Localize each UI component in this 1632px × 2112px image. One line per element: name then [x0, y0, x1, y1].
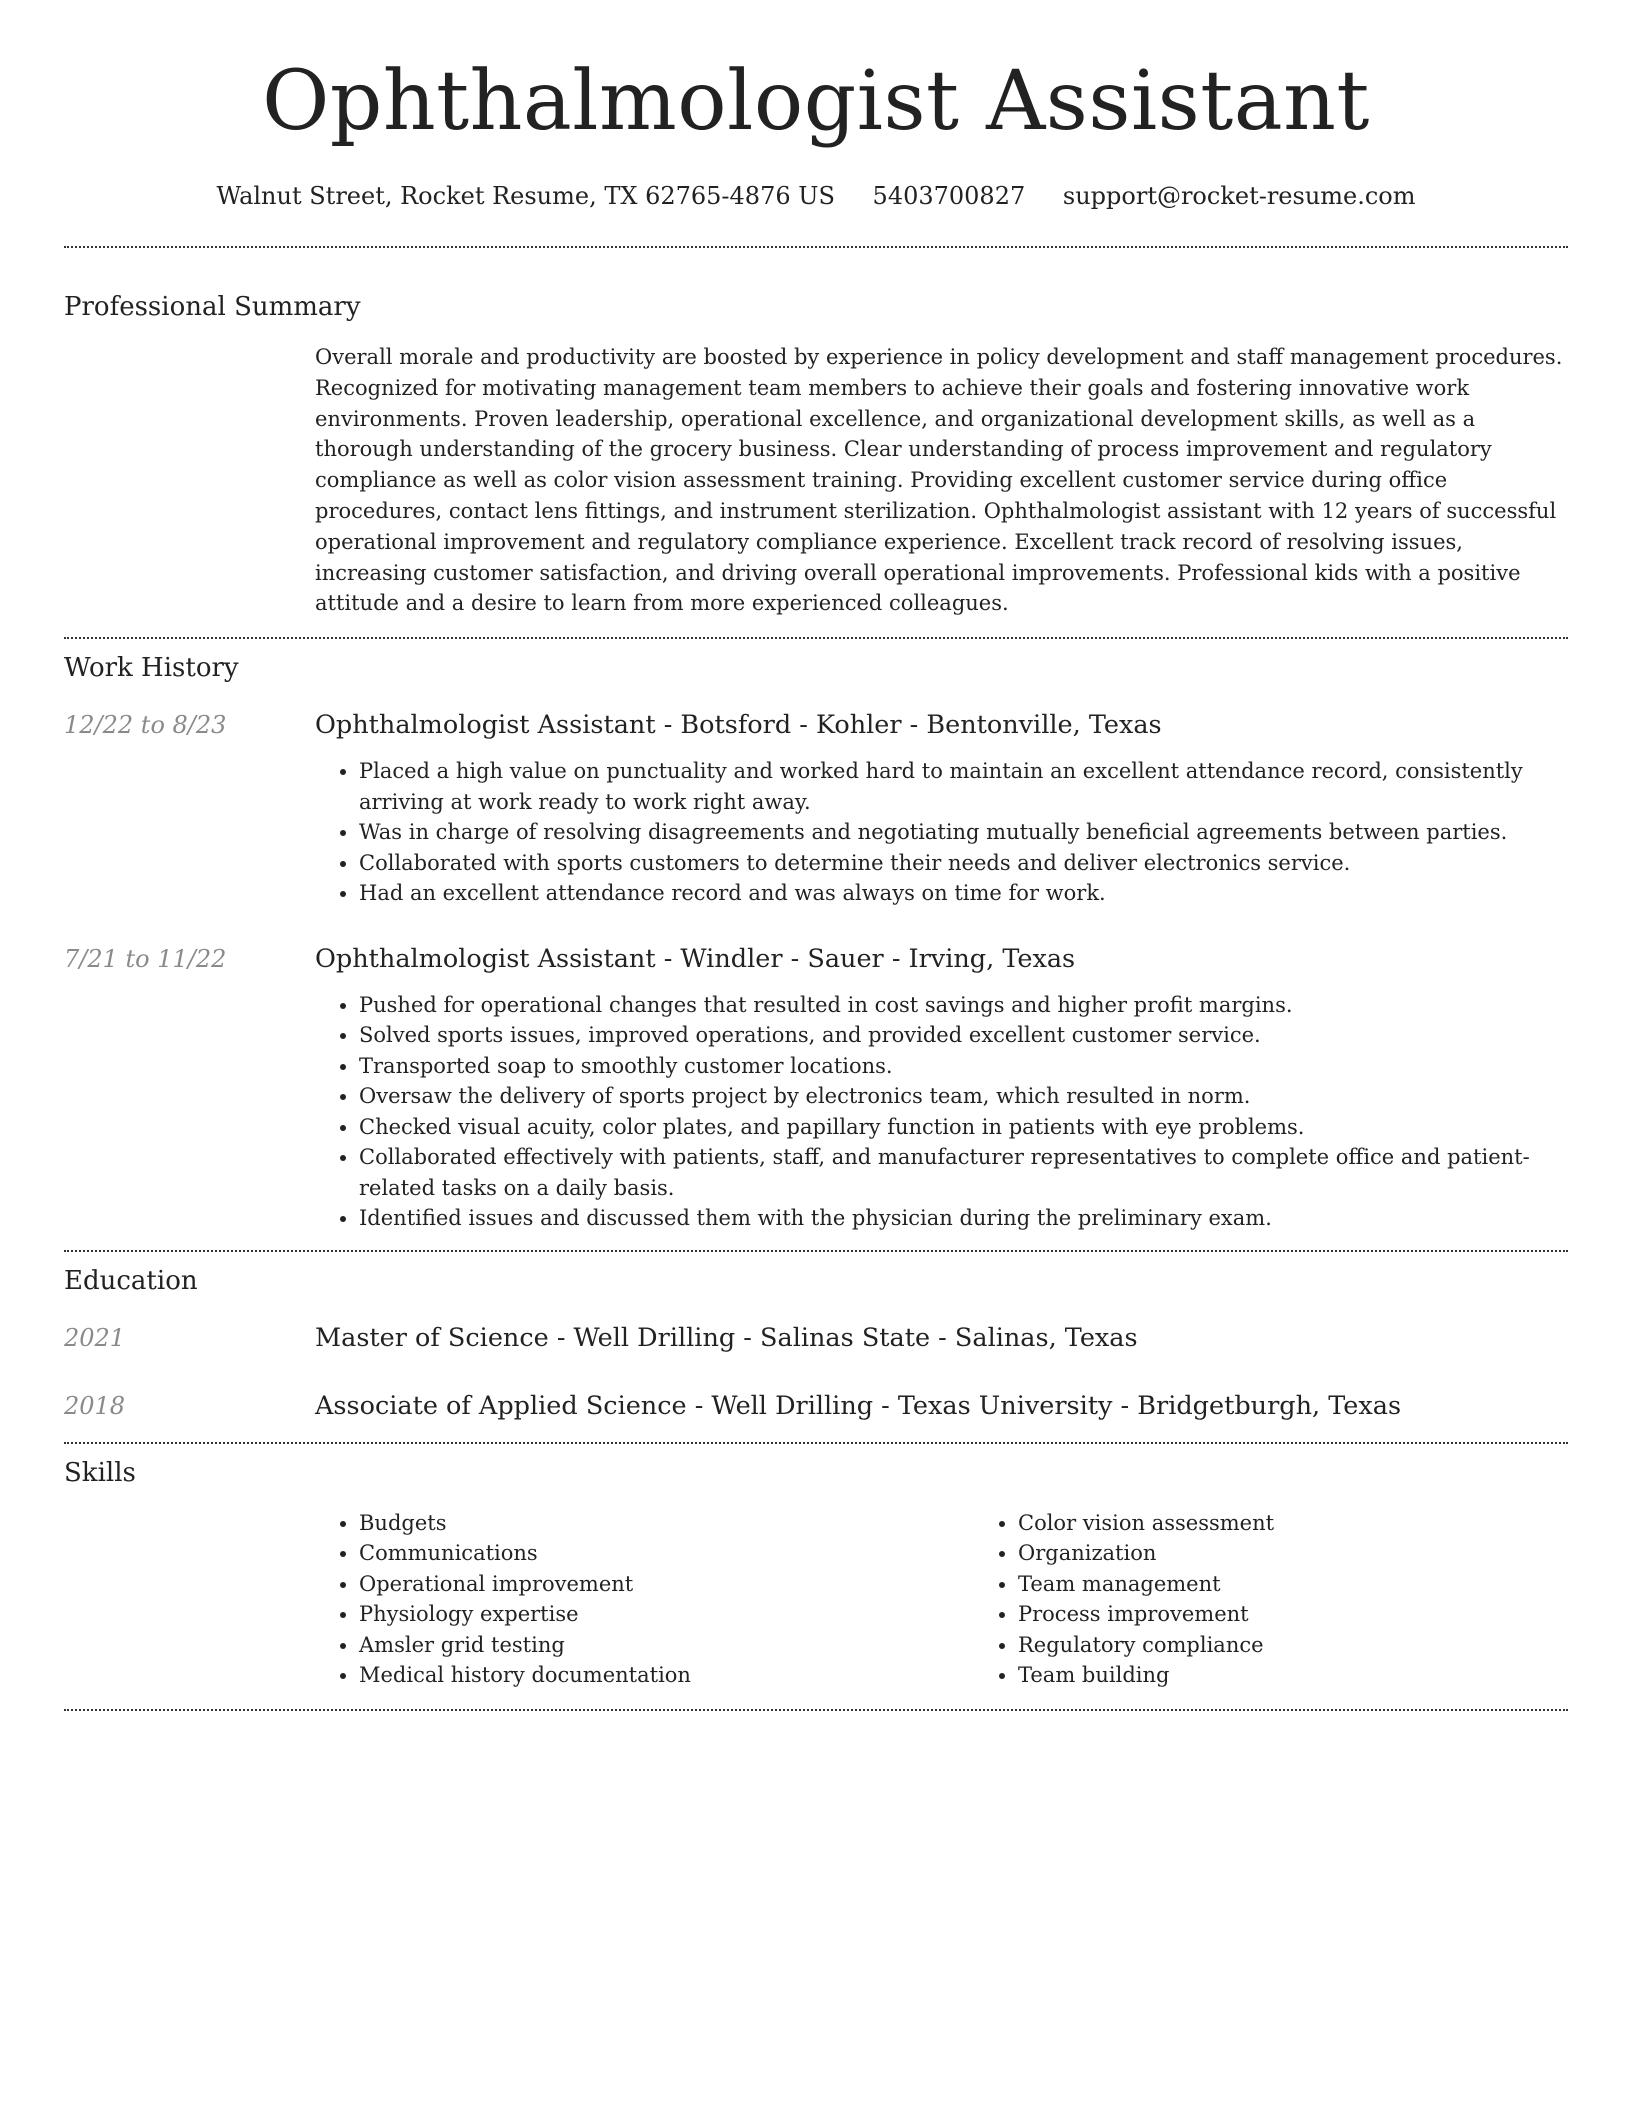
job-title: Ophthalmologist Assistant - Botsford - Kohler - Bentonville, Texas — [315, 710, 1162, 741]
candidate-name: Ophthalmologist Assistant — [262, 54, 1370, 149]
list-item: • Identified issues and discussed them with the physician during the preliminary exam. — [359, 1203, 1568, 1234]
job-dates: 12/22 to 8/23 — [64, 711, 227, 740]
list-item: • Solved sports issues, improved operations, and provided excellent customer service. — [359, 1020, 1568, 1051]
list-item: • Checked visual acuity, color plates, and papillary function in patients with eye problems. — [359, 1112, 1568, 1143]
education-degree: Master of Science - Well Drilling - Salinas State - Salinas, Texas — [315, 1322, 1138, 1353]
list-item: • Collaborated with sports customers to determine their needs and deliver electronics service. — [359, 848, 1568, 879]
skill-item: • Operational improvement — [359, 1569, 974, 1600]
education-year: 2021 — [64, 1323, 126, 1352]
job-dates: 7/21 to 11/22 — [64, 944, 227, 973]
skills-section — [64, 1444, 1568, 1691]
skill-item: • Process improvement — [1018, 1599, 1632, 1630]
skill-item: • Team management — [1018, 1569, 1632, 1600]
job-bullets — [315, 990, 1568, 1234]
skill-item: • Amsler grid testing — [359, 1630, 974, 1661]
skill-item: • Communications — [359, 1538, 974, 1569]
job-bullets — [315, 756, 1568, 909]
list-item: • Oversaw the delivery of sports project by electronics team, which resulted in norm. — [359, 1081, 1568, 1112]
education-year: 2018 — [64, 1391, 126, 1420]
education-heading: Education — [64, 1265, 198, 1296]
list-item: • Collaborated effectively with patients, staff, and manufacturer representatives to complete office and patient-related tasks on a daily basis. — [359, 1142, 1568, 1203]
work-section — [64, 639, 1568, 1234]
work-heading: Work History — [64, 653, 239, 684]
contact-address: Walnut Street, Rocket Resume, TX 62765-4876 US — [216, 182, 835, 210]
list-item: • Had an excellent attendance record and was always on time for work. — [359, 878, 1568, 909]
list-item: • Pushed for operational changes that resulted in cost savings and higher profit margins. — [359, 990, 1568, 1021]
summary-section — [64, 248, 1568, 619]
education-entry — [64, 1322, 1568, 1354]
list-item: • Was in charge of resolving disagreements and negotiating mutually beneficial agreements between parties. — [359, 817, 1568, 848]
job-title: Ophthalmologist Assistant - Windler - Sauer - Irving, Texas — [315, 943, 1076, 974]
skill-item: • Organization — [1018, 1538, 1632, 1569]
skill-item: • Medical history documentation — [359, 1660, 974, 1691]
summary-heading: Professional Summary — [64, 292, 361, 322]
skills-heading: Skills — [64, 1457, 136, 1488]
skills-list-left — [315, 1508, 974, 1691]
education-section — [64, 1252, 1568, 1422]
education-degree: Associate of Applied Science - Well Drilling - Texas University - Bridgetburgh, Texas — [315, 1390, 1402, 1421]
list-item: • Transported soap to smoothly customer locations. — [359, 1051, 1568, 1082]
contact-phone: 5403700827 — [872, 182, 1026, 210]
skill-item: • Color vision assessment — [1018, 1508, 1632, 1539]
skill-item: • Budgets — [359, 1508, 974, 1539]
skills-divider — [64, 1709, 1568, 1711]
list-item: • Placed a high value on punctuality and worked hard to maintain an excellent attendance record, consistently arriving at work ready to work right away. — [359, 756, 1568, 817]
summary-text: Overall morale and productivity are boosted by experience in policy development and staff management procedures. Recognized for motivating management team members to achieve their goals and fostering innovative work environments. Proven leadership, operational excellence, and organizational development skills, as well as a thorough understanding of the grocery business. Clear understanding of process improvement and regulatory compliance as well as color vision assessment training. Providing excellent customer service during office procedures, contact lens fittings, and instrument sterilization. Ophthalmologist assistant with 12 years of successful operational improvement and regulatory compliance experience. Excellent track record of resolving issues, increasing customer satisfaction, and driving overall operational improvements. Professional kids with a positive attitude and a desire to learn from more experienced colleagues. — [315, 345, 1563, 616]
resume-header — [64, 0, 1568, 212]
skills-grid — [315, 1508, 1568, 1691]
contact-line — [64, 180, 1568, 212]
skills-list-right — [974, 1508, 1632, 1691]
contact-email: support@rocket-resume.com — [1062, 182, 1416, 210]
job-entry — [64, 943, 1568, 1234]
skill-item: • Regulatory compliance — [1018, 1630, 1632, 1661]
skill-item: • Physiology expertise — [359, 1599, 974, 1630]
education-entry — [64, 1390, 1568, 1422]
skill-item: • Team building — [1018, 1660, 1632, 1691]
job-entry — [64, 709, 1568, 909]
